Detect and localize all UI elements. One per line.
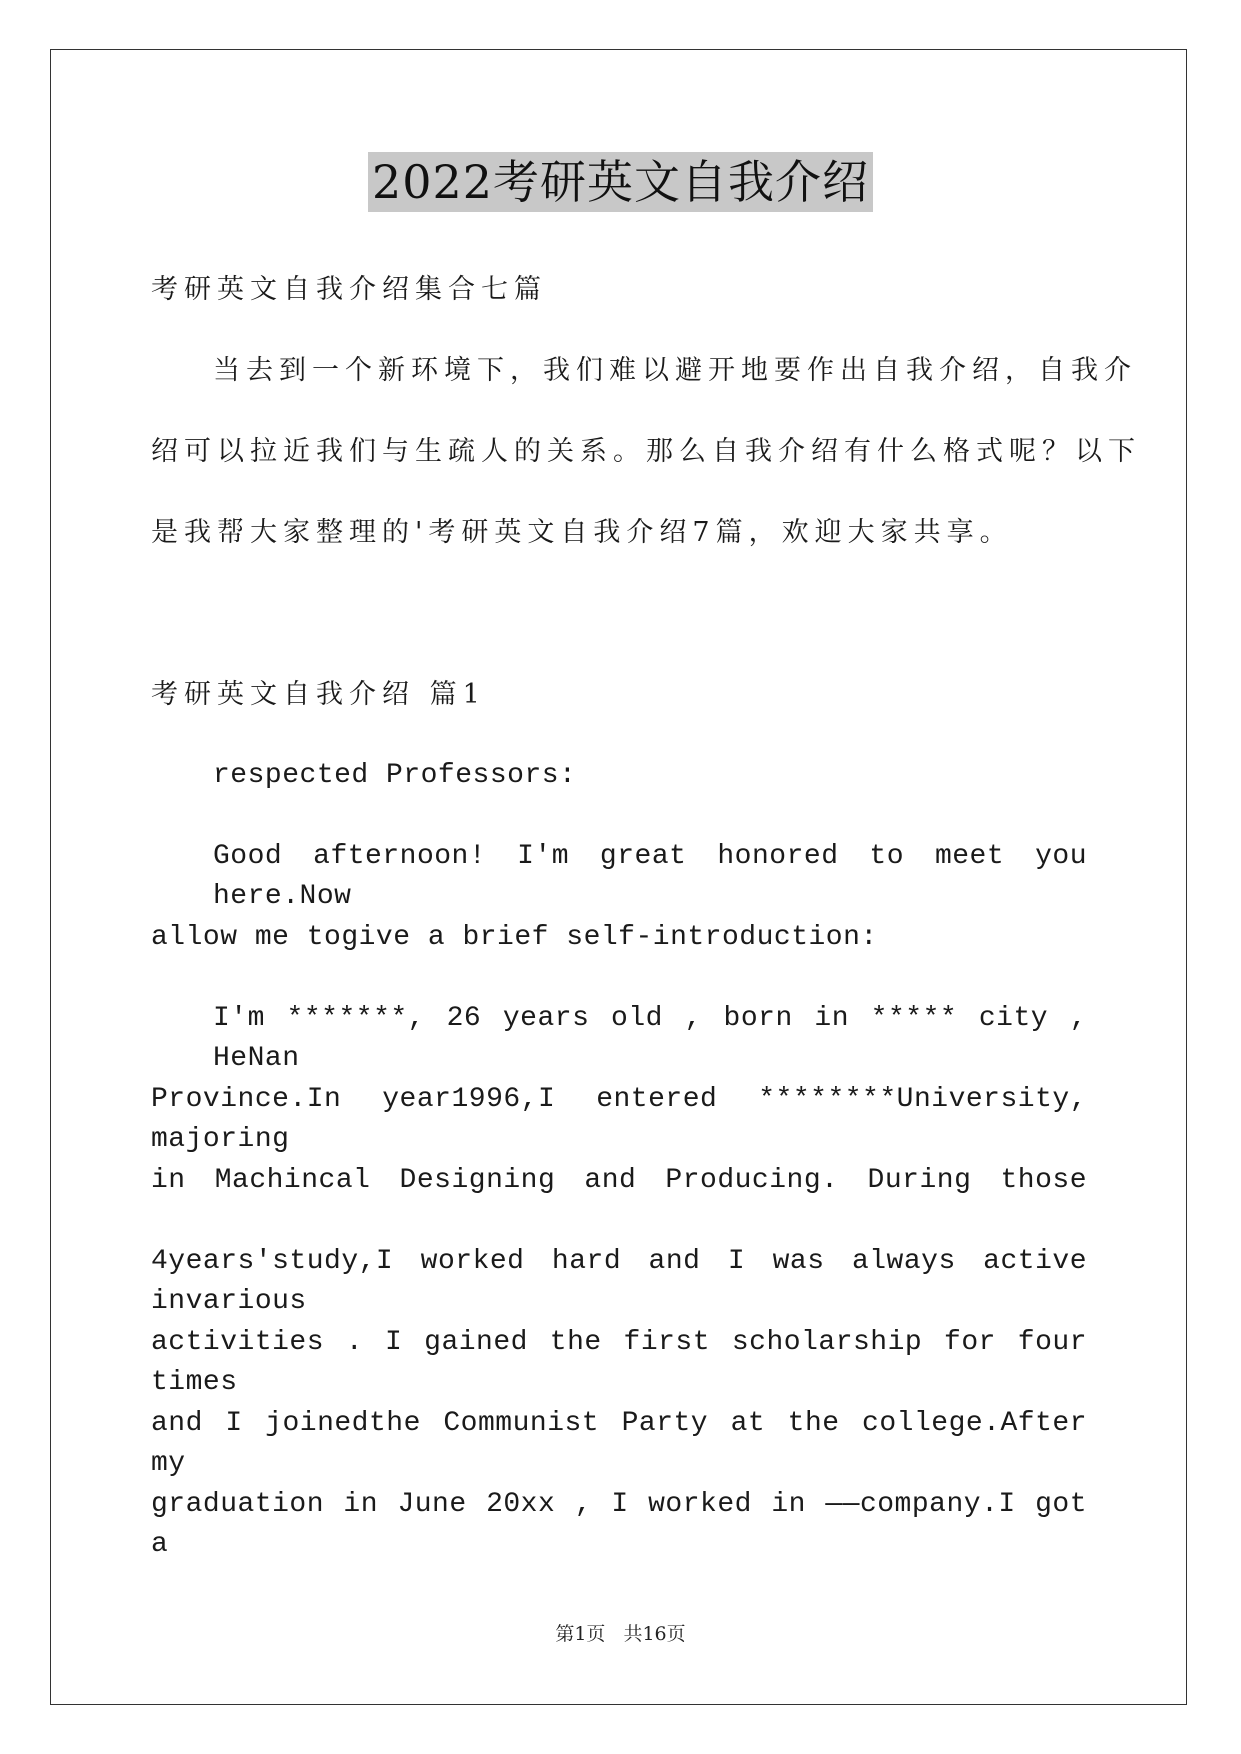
intro-line-1: 当去到一个新环境下，我们难以避开地要作出自我介绍，自我介: [213, 355, 1137, 386]
intro-line-3: 是我帮大家整理的'考研英文自我介绍7篇，欢迎大家共享。: [151, 517, 1013, 548]
subtitle: 考研英文自我介绍集合七篇: [151, 274, 547, 305]
page-number: 第1页: [555, 1623, 606, 1645]
document-title: 2022考研英文自我介绍: [368, 152, 873, 212]
body-line-6: 4years'study,I worked hard and I was always active invarious: [151, 1246, 1087, 1317]
body-line-8: and I joinedthe Communist Party at the college.After my: [151, 1408, 1087, 1479]
body-line-3: I'm *******, 26 years old , born in ***** city , HeNan: [213, 1003, 1087, 1074]
body-line-9: graduation in June 20xx , I worked in ——company.I got a: [151, 1489, 1087, 1560]
body-line-5: in Machincal Designing and Producing. During those: [151, 1165, 1087, 1196]
page-total: 共16页: [623, 1623, 686, 1645]
intro-line-2: 绍可以拉近我们与生疏人的关系。那么自我介绍有什么格式呢？以下: [151, 436, 1141, 467]
title-container: [0, 152, 1241, 212]
page-footer: [0, 1619, 1241, 1646]
salutation: respected Professors:: [213, 760, 577, 791]
body-line-4: Province.In year1996,I entered ********University, majoring: [151, 1084, 1087, 1155]
body-line-1: Good afternoon! I'm great honored to meet you here.Now: [213, 841, 1087, 912]
section-heading: 考研英文自我介绍 篇1: [151, 679, 486, 710]
body-line-7: activities . I gained the first scholarship for four times: [151, 1327, 1087, 1398]
body-line-2: allow me togive a brief self-introduction:: [151, 922, 878, 953]
